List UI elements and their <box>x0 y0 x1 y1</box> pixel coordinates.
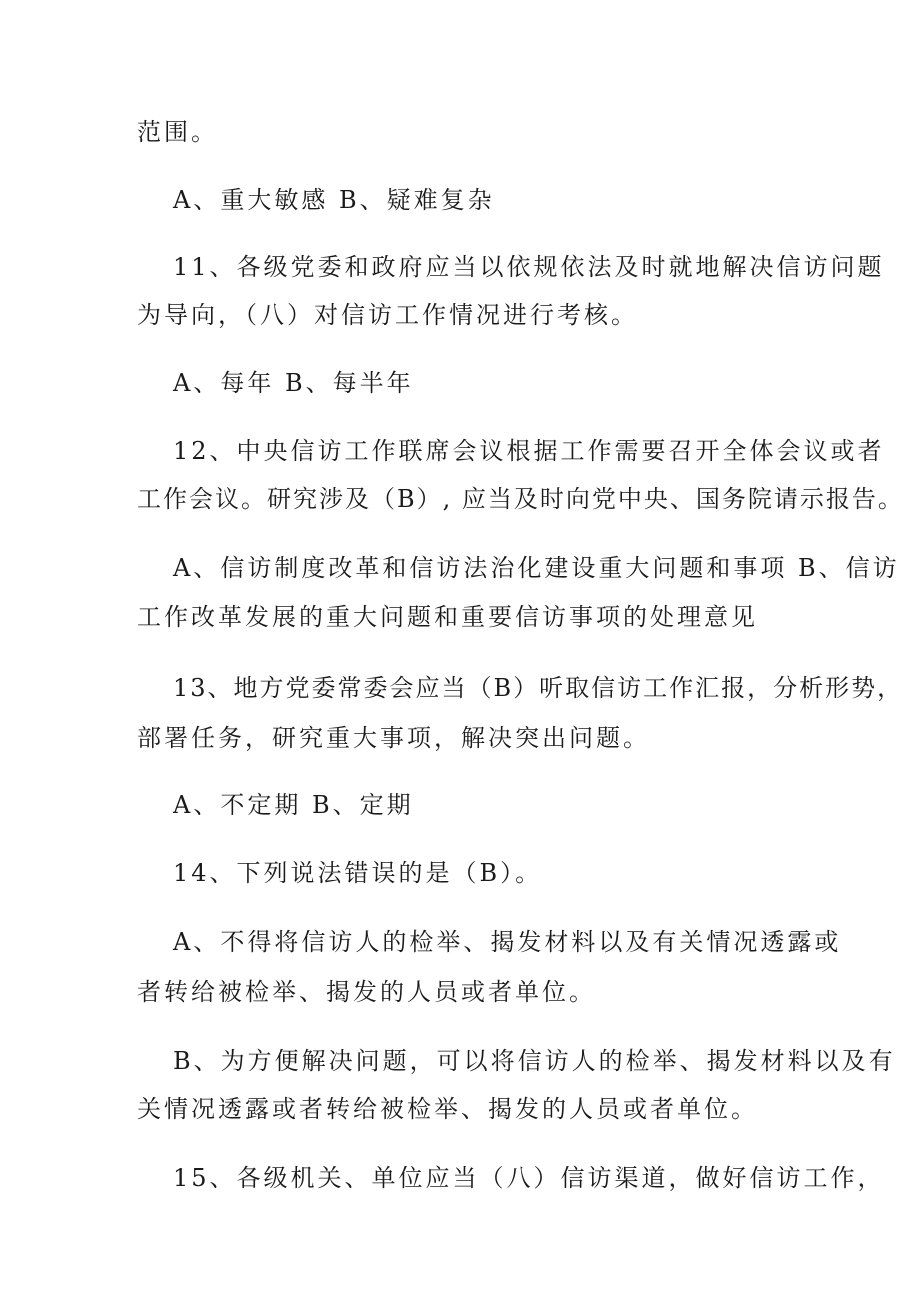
text-line-q13-part1: 13、地方党委常委会应当（B）听取信访工作汇报，分析形势， <box>173 674 904 702</box>
text-line-q12-part1: 12、中央信访工作联席会议根据工作需要召开全体会议或者 <box>173 437 885 465</box>
text-line-q12-option-a: A、信访制度改革和信访法治化建设重大问题和事项 B、信访 <box>173 554 900 582</box>
text-line-q12-part2: 工作会议。研究涉及（B）, 应当及时向党中央、国务院请示报告。 <box>137 485 904 513</box>
text-line-q14: 14、下列说法错误的是（B）。 <box>173 859 543 887</box>
text-line-q11-part1: 11、各级党委和政府应当以依规依法及时就地解决信访问题 <box>173 253 885 281</box>
text-line-q14-option-b-part2: 关情况透露或者转给被检举、揭发的人员或者单位。 <box>137 1095 758 1123</box>
text-line-q14-option-a-part1: A、不得将信访人的检举、揭发材料以及有关情况透露或 <box>173 928 842 956</box>
text-line-q13-part2: 部署任务，研究重大事项，解决突出问题。 <box>137 724 650 752</box>
text-line-q12-option-b: 工作改革发展的重大问题和重要信访事项的处理意见 <box>137 603 758 631</box>
text-line-scope-end: 范围。 <box>137 118 218 146</box>
text-line-q15: 15、各级机关、单位应当（八）信访渠道，做好信访工作， <box>173 1164 885 1192</box>
text-line-q13-options: A、不定期 B、定期 <box>173 791 414 819</box>
text-line-q14-option-a-part2: 者转给被检举、揭发的人员或者单位。 <box>137 978 596 1006</box>
text-line-q11-part2: 为导向，（八）对信访工作情况进行考核。 <box>137 301 638 329</box>
text-line-q10-options: A、重大敏感 B、疑难复杂 <box>173 186 495 214</box>
text-line-q11-options: A、每年 B、每半年 <box>173 369 414 397</box>
text-line-q14-option-b-part1: B、为方便解决问题，可以将信访人的检举、揭发材料以及有 <box>173 1047 896 1075</box>
